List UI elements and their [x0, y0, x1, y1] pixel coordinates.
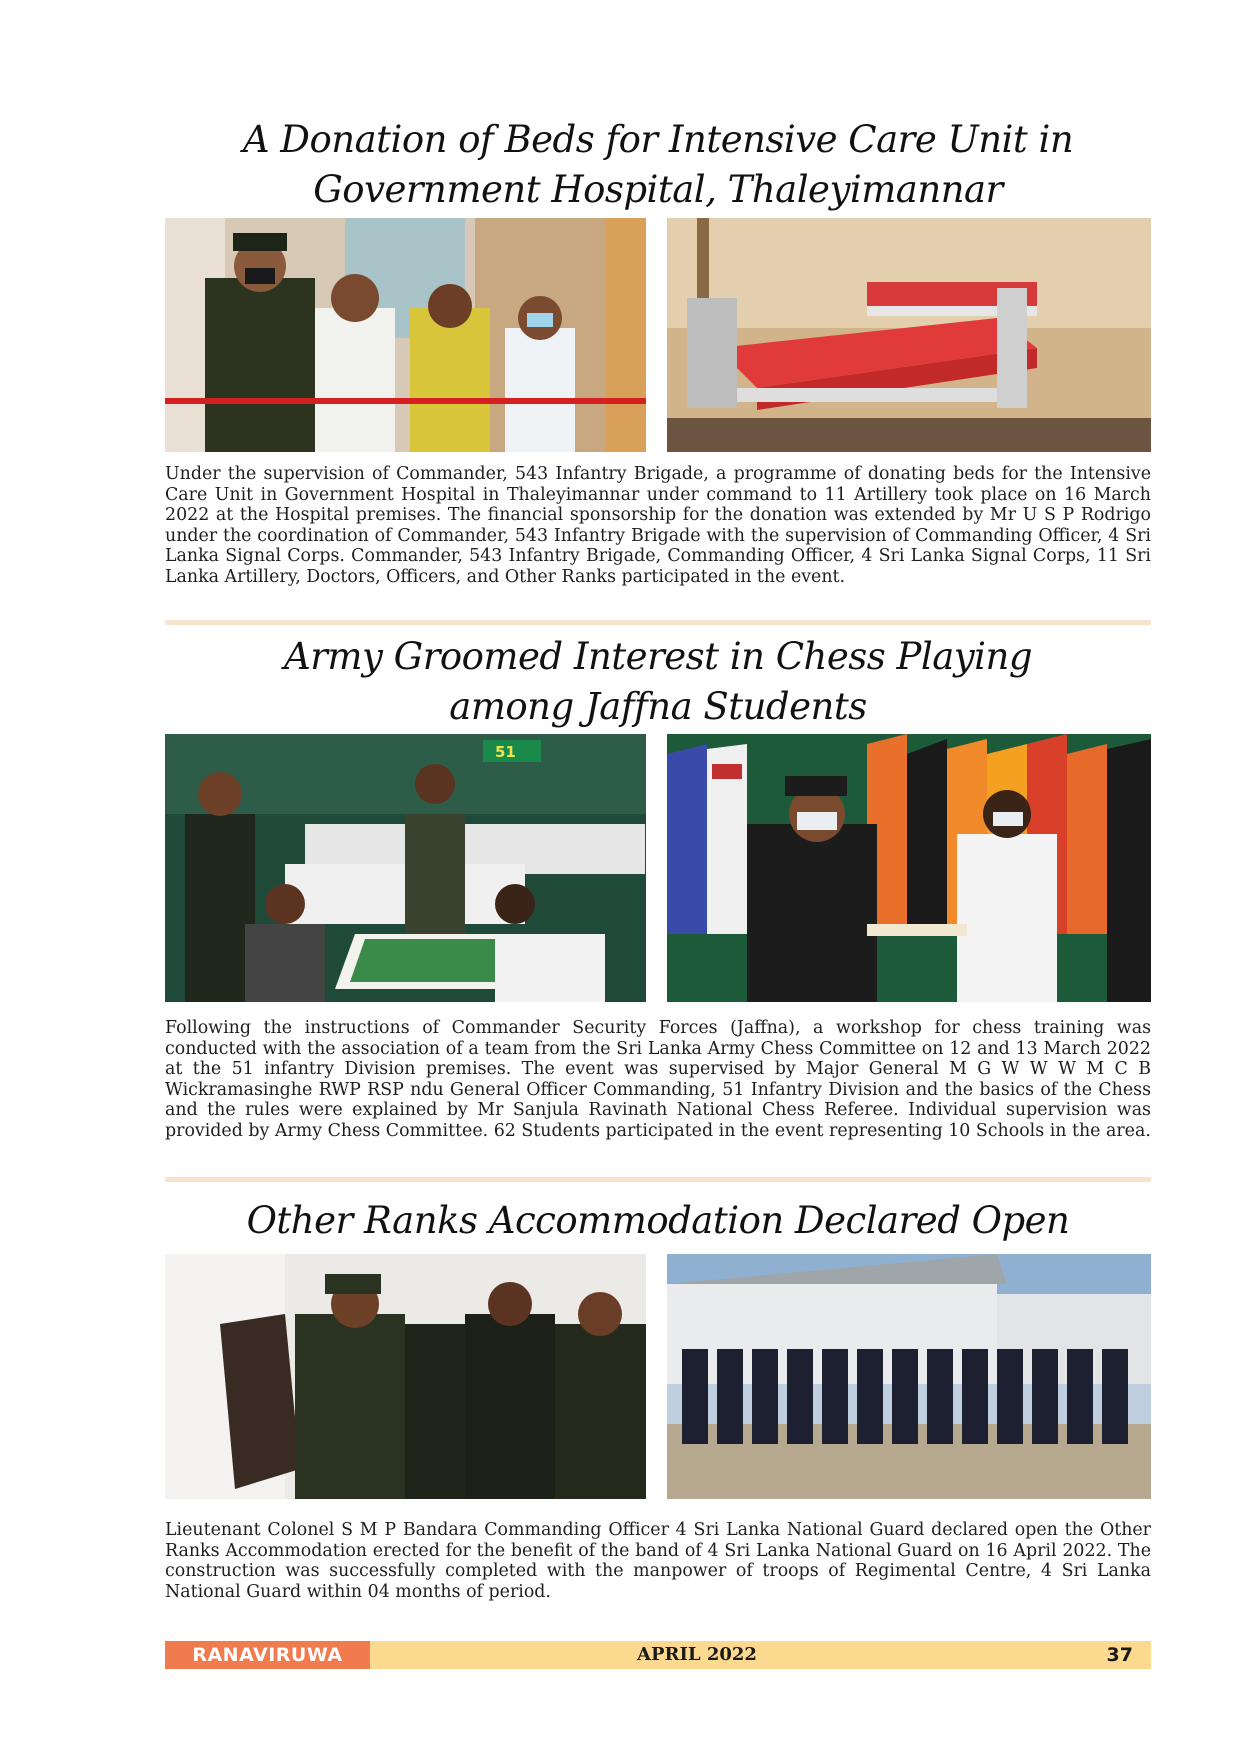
page-number: 37 — [1106, 1644, 1133, 1666]
article-3-body: Lieutenant Colonel S M P Bandara Commanding Officer 4 Sri Lanka National Guard declared open the Other Ranks Accommodation erected for the benefit of the band of 4 Sri Lanka National Guard on 16 April 2022. The construction was successfully completed with the manpower of troops of Regimental Centre, 4 Sri Lanka National Guard within 04 months of period. — [165, 1520, 1151, 1602]
icu-beds-photo — [667, 218, 1151, 452]
article-2-title — [165, 632, 1151, 732]
article-2-title-line-1: Army Groomed Interest in Chess Playing — [283, 635, 1033, 678]
chess-session-photo — [165, 734, 646, 1002]
band-group-photo — [667, 1254, 1151, 1499]
article-1-title-line-2: Government Hospital, Thaleyimannar — [313, 168, 1003, 211]
section-divider-1 — [165, 620, 1151, 625]
article-1-title — [165, 115, 1151, 215]
article-2-body: Following the instructions of Commander Security Forces (Jaffna), a workshop for chess training was conducted with the association of a team from the Sri Lanka Army Chess Committee on 12 and 13 March 2022 at the 51 infantry Division premises. The event was supervised by Major General M G W W W M C B Wickramasinghe RWP RSP ndu General Officer Commanding, 51 Infantry Division and the basics of the Chess and the rules were explained by Mr Sanjula Ravinath National Chess Referee. Individual supervision was provided by Army Chess Committee. 62 Students participated in the event representing 10 Schools in the area. — [165, 1018, 1151, 1141]
plaque-unveiling-photo — [165, 1254, 646, 1499]
award-presentation-photo — [667, 734, 1151, 1002]
article-2-title-line-2: among Jaffna Students — [449, 685, 867, 728]
article-3-title — [165, 1196, 1151, 1246]
magazine-name: RANAVIRUWA — [165, 1641, 370, 1669]
article-1-title-line-1: A Donation of Beds for Intensive Care Unit in — [242, 118, 1074, 161]
article-1-body: Under the supervision of Commander, 543 Infantry Brigade, a programme of donating beds for the Intensive Care Unit in Government Hospital in Thaleyimannar under command to 11 Artillery took place on 16 March 2022 at the Hospital premises. The financial sponsorship for the donation was extended by Mr U S P Rodrigo under the coordination of Commander, 543 Infantry Brigade with the supervision of Commanding Officer, 4 Sri Lanka Signal Corps. Commander, 543 Infantry Brigade, Commanding Officer, 4 Sri Lanka Signal Corps, 11 Sri Lanka Artillery, Doctors, Officers, and Other Ranks participated in the event. — [165, 464, 1151, 587]
photo-sign-label: 51 — [495, 743, 516, 761]
page-footer — [165, 1641, 1151, 1669]
article-3-title-line-1: Other Ranks Accommodation Declared Open — [246, 1199, 1070, 1242]
issue-date: APRIL 2022 — [637, 1644, 757, 1665]
ribbon-cutting-photo — [165, 218, 646, 452]
section-divider-2 — [165, 1177, 1151, 1182]
